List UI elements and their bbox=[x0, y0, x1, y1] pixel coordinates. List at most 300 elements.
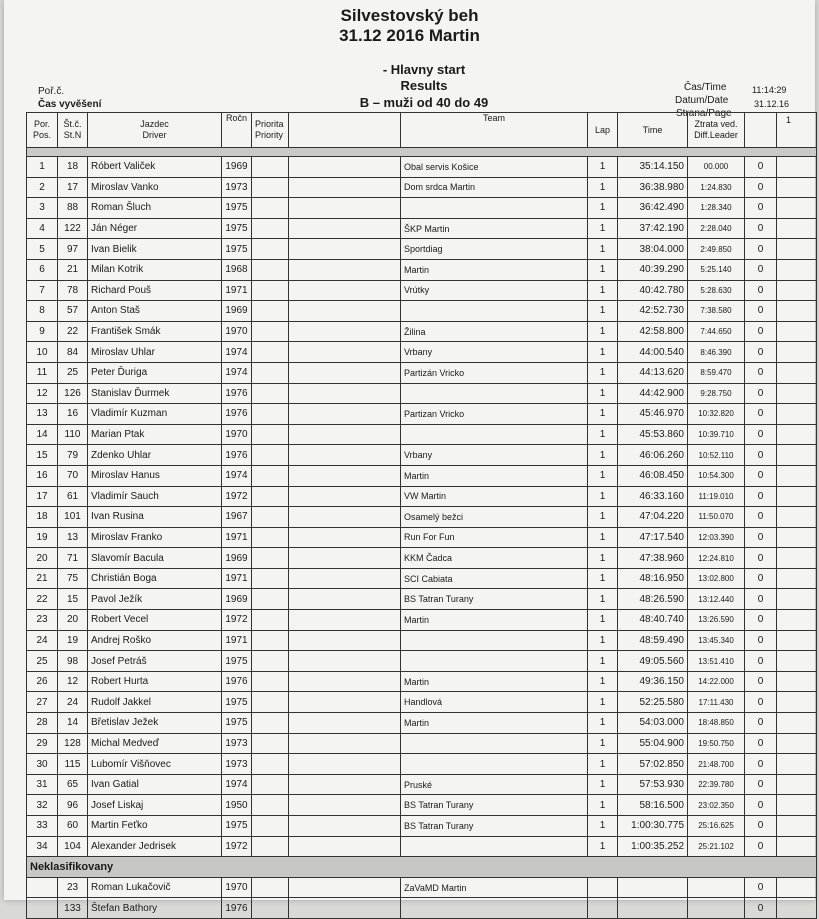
empty-cell bbox=[289, 816, 401, 837]
team-cell: KKM Čadca bbox=[401, 548, 588, 569]
empty-cell bbox=[289, 280, 401, 301]
team-cell: Žilina bbox=[401, 321, 588, 342]
priority-cell bbox=[252, 671, 289, 692]
driver-name-cell: Martin Feťko bbox=[88, 816, 222, 837]
col-extra2 bbox=[777, 113, 817, 148]
position-cell: 22 bbox=[27, 589, 58, 610]
lap-cell: 1 bbox=[588, 651, 618, 672]
extra-cell: 0 bbox=[745, 465, 777, 486]
priority-cell bbox=[252, 754, 289, 775]
extra-cell: 0 bbox=[745, 527, 777, 548]
driver-name-cell: Josef Liskaj bbox=[88, 795, 222, 816]
extra2-cell bbox=[777, 527, 817, 548]
bib-cell: 128 bbox=[58, 733, 88, 754]
empty-cell bbox=[289, 651, 401, 672]
table-row bbox=[27, 568, 817, 589]
position-cell: 16 bbox=[27, 465, 58, 486]
col-lap: Lap bbox=[588, 113, 618, 148]
bib-cell: 97 bbox=[58, 239, 88, 260]
driver-name-cell: Peter Ďuriga bbox=[88, 362, 222, 383]
extra-cell: 0 bbox=[745, 486, 777, 507]
lap-cell: 1 bbox=[588, 301, 618, 322]
year-cell: 1975 bbox=[222, 198, 252, 219]
category-label: B – muži od 40 do 49 bbox=[359, 95, 489, 110]
table-row bbox=[27, 527, 817, 548]
time-cell: 36:38.980 bbox=[618, 177, 688, 198]
extra2-cell bbox=[777, 424, 817, 445]
diff-cell: 7:44.650 bbox=[688, 321, 745, 342]
time-cell: 38:04.000 bbox=[618, 239, 688, 260]
empty-cell bbox=[289, 898, 401, 919]
year-cell: 1970 bbox=[222, 424, 252, 445]
lap-cell: 1 bbox=[588, 280, 618, 301]
priority-cell bbox=[252, 774, 289, 795]
position-cell: 15 bbox=[27, 445, 58, 466]
position-cell: 2 bbox=[27, 177, 58, 198]
bib-cell: 19 bbox=[58, 630, 88, 651]
year-cell: 1969 bbox=[222, 589, 252, 610]
position-cell: 25 bbox=[27, 651, 58, 672]
extra-cell: 0 bbox=[745, 301, 777, 322]
team-cell: Osamelý bežci bbox=[401, 507, 588, 528]
empty-cell bbox=[289, 465, 401, 486]
priority-cell bbox=[252, 816, 289, 837]
extra2-cell bbox=[777, 610, 817, 631]
extra-cell: 0 bbox=[745, 754, 777, 775]
bib-cell: 24 bbox=[58, 692, 88, 713]
extra-cell: 0 bbox=[745, 651, 777, 672]
year-cell: 1972 bbox=[222, 836, 252, 857]
year-cell: 1976 bbox=[222, 404, 252, 425]
driver-name-cell: Vladimír Kuzman bbox=[88, 404, 222, 425]
extra2-cell bbox=[777, 733, 817, 754]
empty-cell bbox=[289, 836, 401, 857]
time-cell: 49:05.560 bbox=[618, 651, 688, 672]
bib-cell: 13 bbox=[58, 527, 88, 548]
table-row bbox=[27, 424, 817, 445]
extra2-cell bbox=[777, 218, 817, 239]
extra2-cell bbox=[777, 713, 817, 734]
extra2-cell bbox=[777, 898, 817, 919]
priority-cell bbox=[252, 898, 289, 919]
time-cell: 57:02.850 bbox=[618, 754, 688, 775]
year-cell: 1976 bbox=[222, 383, 252, 404]
priority-cell bbox=[252, 630, 289, 651]
position-cell bbox=[27, 877, 58, 898]
time-cell: 52:25.580 bbox=[618, 692, 688, 713]
time-cell: 48:26.590 bbox=[618, 589, 688, 610]
team-cell: Martin bbox=[401, 671, 588, 692]
extra-cell: 0 bbox=[745, 321, 777, 342]
priority-cell bbox=[252, 239, 289, 260]
extra-cell: 0 bbox=[745, 383, 777, 404]
priority-cell bbox=[252, 424, 289, 445]
time-cell: 55:04.900 bbox=[618, 733, 688, 754]
priority-cell bbox=[252, 733, 289, 754]
start-label: - Hlavny start bbox=[382, 62, 466, 77]
driver-name-cell: Miroslav Franko bbox=[88, 527, 222, 548]
priority-cell bbox=[252, 177, 289, 198]
position-cell: 26 bbox=[27, 671, 58, 692]
priority-cell bbox=[252, 877, 289, 898]
empty-cell bbox=[289, 157, 401, 178]
extra2-cell bbox=[777, 507, 817, 528]
driver-name-cell: Miroslav Uhlar bbox=[88, 342, 222, 363]
lap-cell: 1 bbox=[588, 671, 618, 692]
col-extra1 bbox=[745, 113, 777, 148]
position-cell: 14 bbox=[27, 424, 58, 445]
position-cell: 19 bbox=[27, 527, 58, 548]
extra-cell: 0 bbox=[745, 713, 777, 734]
lap-cell: 1 bbox=[588, 445, 618, 466]
table-row bbox=[27, 816, 817, 837]
empty-cell bbox=[289, 301, 401, 322]
bib-cell: 23 bbox=[58, 877, 88, 898]
year-cell: 1968 bbox=[222, 259, 252, 280]
diff-cell: 1:24.830 bbox=[688, 177, 745, 198]
year-cell: 1976 bbox=[222, 445, 252, 466]
driver-name-cell: Slavomír Bacula bbox=[88, 548, 222, 569]
position-cell: 28 bbox=[27, 713, 58, 734]
team-cell: ŠKP Martin bbox=[401, 218, 588, 239]
driver-name-cell: Andrej Roško bbox=[88, 630, 222, 651]
table-row bbox=[27, 774, 817, 795]
position-cell: 17 bbox=[27, 486, 58, 507]
year-cell: 1976 bbox=[222, 671, 252, 692]
col-stc: Št.č. St.N bbox=[58, 113, 88, 148]
extra2-cell bbox=[777, 795, 817, 816]
extra-cell: 0 bbox=[745, 259, 777, 280]
bib-cell: 78 bbox=[58, 280, 88, 301]
event-date-place: 31.12 2016 Martin bbox=[339, 26, 480, 45]
extra2-cell bbox=[777, 280, 817, 301]
driver-name-cell: Ján Néger bbox=[88, 218, 222, 239]
driver-name-cell: Zdenko Uhlar bbox=[88, 445, 222, 466]
team-cell: Partizan Vricko bbox=[401, 404, 588, 425]
extra-cell: 0 bbox=[745, 733, 777, 754]
priority-cell bbox=[252, 610, 289, 631]
position-cell: 20 bbox=[27, 548, 58, 569]
table-row bbox=[27, 445, 817, 466]
extra2-cell bbox=[777, 836, 817, 857]
time-cell: 36:42.490 bbox=[618, 198, 688, 219]
team-cell: Martin bbox=[401, 259, 588, 280]
year-cell: 1976 bbox=[222, 898, 252, 919]
driver-name-cell: Roman Lukačovič bbox=[88, 877, 222, 898]
table-row bbox=[27, 877, 817, 898]
time-cell bbox=[618, 877, 688, 898]
priority-cell bbox=[252, 589, 289, 610]
lap-cell: 1 bbox=[588, 713, 618, 734]
extra-cell: 0 bbox=[745, 671, 777, 692]
table-row bbox=[27, 177, 817, 198]
year-cell: 1974 bbox=[222, 362, 252, 383]
time-cell: 44:13.620 bbox=[618, 362, 688, 383]
empty-cell bbox=[289, 486, 401, 507]
bib-cell: 21 bbox=[58, 259, 88, 280]
priority-cell bbox=[252, 568, 289, 589]
driver-name-cell: Rudolf Jakkel bbox=[88, 692, 222, 713]
time-cell: 49:36.150 bbox=[618, 671, 688, 692]
position-cell: 9 bbox=[27, 321, 58, 342]
table-row bbox=[27, 239, 817, 260]
team-cell: Vrútky bbox=[401, 280, 588, 301]
diff-cell: 13:02.800 bbox=[688, 568, 745, 589]
time-cell bbox=[618, 898, 688, 919]
year-cell: 1969 bbox=[222, 157, 252, 178]
position-cell: 33 bbox=[27, 816, 58, 837]
col-team: Team bbox=[401, 113, 588, 148]
time-cell: 42:52.730 bbox=[618, 301, 688, 322]
extra2-cell bbox=[777, 383, 817, 404]
event-title: Silvestovský beh bbox=[340, 6, 479, 25]
bib-cell: 18 bbox=[58, 157, 88, 178]
empty-cell bbox=[289, 321, 401, 342]
year-cell: 1975 bbox=[222, 218, 252, 239]
extra2-cell bbox=[777, 362, 817, 383]
bib-cell: 12 bbox=[58, 671, 88, 692]
extra-cell: 0 bbox=[745, 692, 777, 713]
empty-cell bbox=[289, 877, 401, 898]
table-row bbox=[27, 754, 817, 775]
team-cell bbox=[401, 630, 588, 651]
diff-cell: 13:51.410 bbox=[688, 651, 745, 672]
table-row bbox=[27, 651, 817, 672]
empty-cell bbox=[289, 795, 401, 816]
year-cell: 1967 bbox=[222, 507, 252, 528]
extra-cell: 0 bbox=[745, 342, 777, 363]
extra-cell: 0 bbox=[745, 177, 777, 198]
team-cell bbox=[401, 383, 588, 404]
diff-cell: 7:38.580 bbox=[688, 301, 745, 322]
bib-cell: 98 bbox=[58, 651, 88, 672]
priority-cell bbox=[252, 321, 289, 342]
position-cell: 6 bbox=[27, 259, 58, 280]
year-cell: 1972 bbox=[222, 610, 252, 631]
extra2-cell bbox=[777, 486, 817, 507]
year-cell: 1971 bbox=[222, 630, 252, 651]
bib-cell: 14 bbox=[58, 713, 88, 734]
driver-name-cell: Štefan Bathory bbox=[88, 898, 222, 919]
extra-cell: 0 bbox=[745, 157, 777, 178]
extra2-cell bbox=[777, 239, 817, 260]
year-cell: 1974 bbox=[222, 342, 252, 363]
driver-name-cell: Josef Petráš bbox=[88, 651, 222, 672]
lap-cell: 1 bbox=[588, 259, 618, 280]
empty-cell bbox=[289, 507, 401, 528]
extra2-cell bbox=[777, 671, 817, 692]
team-cell: Martin bbox=[401, 465, 588, 486]
extra2-cell bbox=[777, 548, 817, 569]
diff-cell: 9:28.750 bbox=[688, 383, 745, 404]
unclassified-label: Neklasifikovany bbox=[27, 857, 817, 878]
diff-cell: 10:39.710 bbox=[688, 424, 745, 445]
position-cell: 13 bbox=[27, 404, 58, 425]
diff-cell bbox=[688, 877, 745, 898]
empty-cell bbox=[289, 568, 401, 589]
driver-name-cell: Lubomír Višňovec bbox=[88, 754, 222, 775]
driver-name-cell: Pavol Ježík bbox=[88, 589, 222, 610]
diff-cell: 10:32.820 bbox=[688, 404, 745, 425]
extra2-cell bbox=[777, 342, 817, 363]
driver-name-cell: František Smák bbox=[88, 321, 222, 342]
diff-cell: 10:54.300 bbox=[688, 465, 745, 486]
time-cell: 57:53.930 bbox=[618, 774, 688, 795]
time-cell: 54:03.000 bbox=[618, 713, 688, 734]
table-header bbox=[27, 113, 817, 148]
extra-cell: 0 bbox=[745, 836, 777, 857]
priority-cell bbox=[252, 527, 289, 548]
year-cell: 1970 bbox=[222, 321, 252, 342]
priority-cell bbox=[252, 692, 289, 713]
diff-cell: 23:02.350 bbox=[688, 795, 745, 816]
bib-cell: 15 bbox=[58, 589, 88, 610]
bib-cell: 20 bbox=[58, 610, 88, 631]
year-cell: 1971 bbox=[222, 527, 252, 548]
extra-cell: 0 bbox=[745, 548, 777, 569]
extra-cell: 0 bbox=[745, 630, 777, 651]
driver-name-cell: Stanislav Ďurmek bbox=[88, 383, 222, 404]
year-cell: 1971 bbox=[222, 280, 252, 301]
priority-cell bbox=[252, 301, 289, 322]
team-cell: Obal servis Košice bbox=[401, 157, 588, 178]
table-row bbox=[27, 898, 817, 919]
priority-cell bbox=[252, 404, 289, 425]
empty-cell bbox=[289, 548, 401, 569]
lap-cell bbox=[588, 877, 618, 898]
extra-cell: 0 bbox=[745, 404, 777, 425]
empty-cell bbox=[289, 362, 401, 383]
team-cell bbox=[401, 198, 588, 219]
page-label: Strana/Page bbox=[676, 108, 732, 119]
date-label: Datum/Date bbox=[675, 95, 729, 106]
position-cell: 3 bbox=[27, 198, 58, 219]
lap-cell: 1 bbox=[588, 589, 618, 610]
time-label: Čas/Time bbox=[684, 82, 727, 93]
diff-cell: 13:26.590 bbox=[688, 610, 745, 631]
team-cell: SCI Cabiata bbox=[401, 568, 588, 589]
extra2-cell bbox=[777, 404, 817, 425]
extra-cell: 0 bbox=[745, 610, 777, 631]
lap-cell bbox=[588, 898, 618, 919]
position-cell: 31 bbox=[27, 774, 58, 795]
lap-cell: 1 bbox=[588, 795, 618, 816]
driver-name-cell: Marian Ptak bbox=[88, 424, 222, 445]
diff-cell: 8:46.390 bbox=[688, 342, 745, 363]
driver-name-cell: Roman Šluch bbox=[88, 198, 222, 219]
position-cell: 30 bbox=[27, 754, 58, 775]
time-cell: 46:33.160 bbox=[618, 486, 688, 507]
priority-cell bbox=[252, 507, 289, 528]
team-cell: Sportdiag bbox=[401, 239, 588, 260]
bib-cell: 60 bbox=[58, 816, 88, 837]
time-cell: 45:46.970 bbox=[618, 404, 688, 425]
col-empty bbox=[289, 113, 401, 148]
empty-cell bbox=[289, 692, 401, 713]
diff-cell: 12:24.810 bbox=[688, 548, 745, 569]
year-cell: 1974 bbox=[222, 465, 252, 486]
driver-name-cell: Miroslav Vanko bbox=[88, 177, 222, 198]
lap-cell: 1 bbox=[588, 836, 618, 857]
empty-cell bbox=[289, 671, 401, 692]
table-row bbox=[27, 589, 817, 610]
year-cell: 1975 bbox=[222, 239, 252, 260]
bib-cell: 104 bbox=[58, 836, 88, 857]
priority-cell bbox=[252, 836, 289, 857]
table-row bbox=[27, 836, 817, 857]
driver-name-cell: Christián Boga bbox=[88, 568, 222, 589]
bib-cell: 122 bbox=[58, 218, 88, 239]
driver-name-cell: Robert Vecel bbox=[88, 610, 222, 631]
time-cell: 44:00.540 bbox=[618, 342, 688, 363]
priority-cell bbox=[252, 383, 289, 404]
priority-cell bbox=[252, 548, 289, 569]
team-cell bbox=[401, 836, 588, 857]
diff-cell: 14:22.000 bbox=[688, 671, 745, 692]
team-cell: Martin bbox=[401, 713, 588, 734]
results-table bbox=[26, 112, 817, 919]
empty-cell bbox=[289, 239, 401, 260]
lap-cell: 1 bbox=[588, 610, 618, 631]
extra2-cell bbox=[777, 568, 817, 589]
extra2-cell bbox=[777, 198, 817, 219]
por-c-label: Poř.č. bbox=[38, 86, 65, 97]
extra2-cell bbox=[777, 465, 817, 486]
diff-cell bbox=[688, 898, 745, 919]
table-row bbox=[27, 362, 817, 383]
lap-cell: 1 bbox=[588, 630, 618, 651]
extra-cell: 0 bbox=[745, 774, 777, 795]
time-cell: 46:06.260 bbox=[618, 445, 688, 466]
time-cell: 45:53.860 bbox=[618, 424, 688, 445]
diff-cell: 25:21.102 bbox=[688, 836, 745, 857]
position-cell: 11 bbox=[27, 362, 58, 383]
extra-cell: 0 bbox=[745, 445, 777, 466]
year-cell: 1950 bbox=[222, 795, 252, 816]
extra2-cell bbox=[777, 774, 817, 795]
col-driver: Jazdec Driver bbox=[88, 113, 222, 148]
priority-cell bbox=[252, 362, 289, 383]
empty-cell bbox=[289, 754, 401, 775]
lap-cell: 1 bbox=[588, 383, 618, 404]
results-label: Results bbox=[400, 78, 448, 93]
time-cell: 40:42.780 bbox=[618, 280, 688, 301]
table-row bbox=[27, 548, 817, 569]
team-cell: BS Tatran Turany bbox=[401, 816, 588, 837]
position-cell: 24 bbox=[27, 630, 58, 651]
lap-cell: 1 bbox=[588, 239, 618, 260]
position-cell: 7 bbox=[27, 280, 58, 301]
diff-cell: 12:03.390 bbox=[688, 527, 745, 548]
time-cell: 47:17.540 bbox=[618, 527, 688, 548]
team-cell: Run For Fun bbox=[401, 527, 588, 548]
priority-cell bbox=[252, 157, 289, 178]
diff-cell: 19:50.750 bbox=[688, 733, 745, 754]
diff-cell: 25:16.625 bbox=[688, 816, 745, 837]
priority-cell bbox=[252, 280, 289, 301]
time-cell: 1:00:35.252 bbox=[618, 836, 688, 857]
lap-cell: 1 bbox=[588, 157, 618, 178]
empty-cell bbox=[289, 177, 401, 198]
team-cell bbox=[401, 733, 588, 754]
diff-cell: 13:45.340 bbox=[688, 630, 745, 651]
bib-cell: 17 bbox=[58, 177, 88, 198]
extra-cell: 0 bbox=[745, 568, 777, 589]
position-cell: 21 bbox=[27, 568, 58, 589]
position-cell: 23 bbox=[27, 610, 58, 631]
year-cell: 1971 bbox=[222, 568, 252, 589]
extra2-cell bbox=[777, 651, 817, 672]
